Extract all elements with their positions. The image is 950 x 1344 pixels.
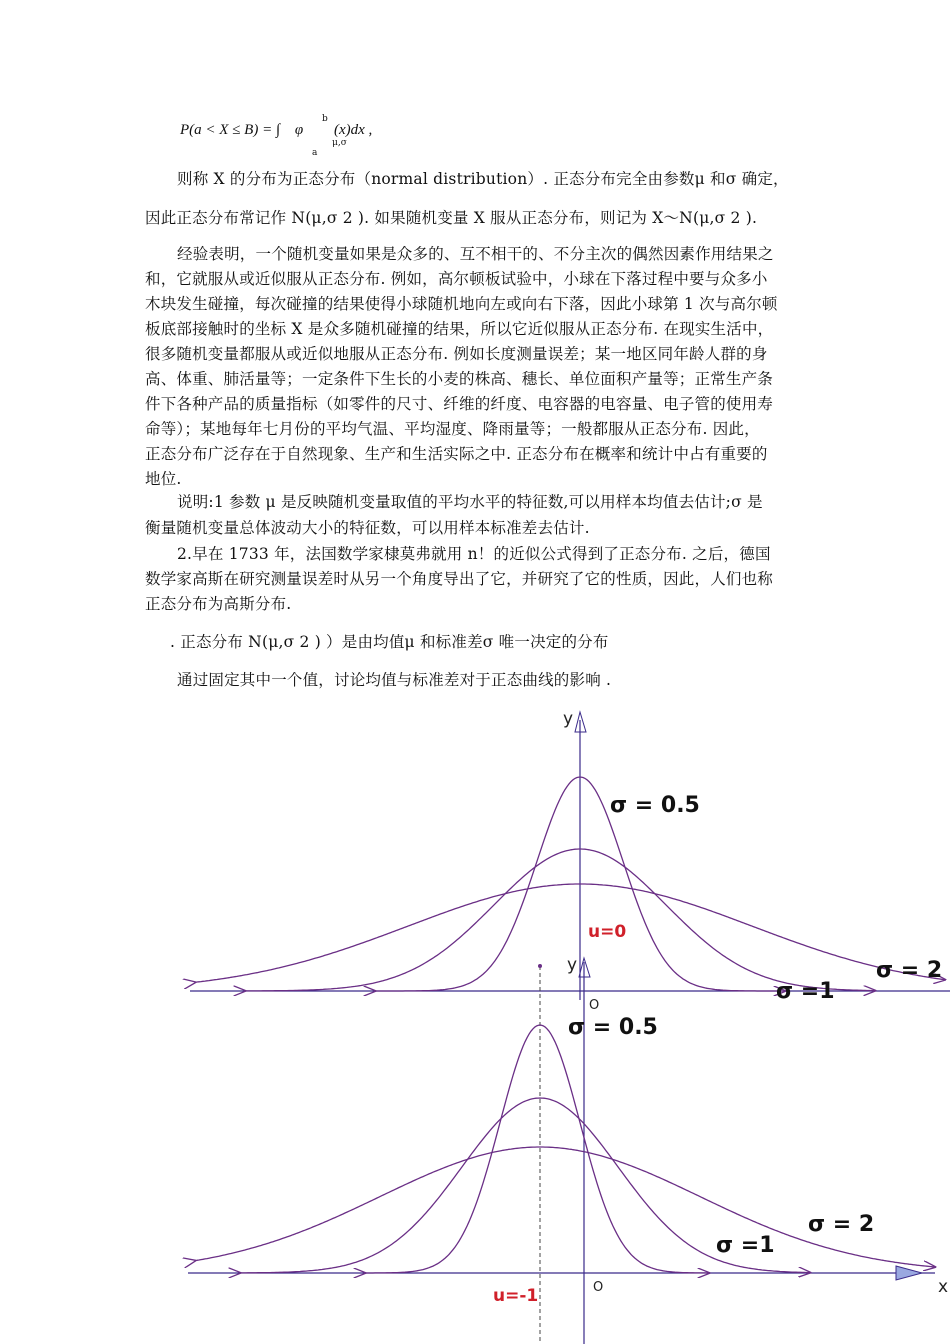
paragraph-line: 通过固定其中一个值，讨论均值与标准差对于正态曲线的影响 . <box>177 671 612 689</box>
normal-curve <box>195 1147 935 1267</box>
paragraph-line: 正态分布为高斯分布. <box>145 595 292 613</box>
top-mean-label: u=0 <box>588 922 627 942</box>
top-axis-y-label: y <box>563 709 574 729</box>
formula-upper-limit: b <box>322 114 328 124</box>
top-label-sigma-1: σ =1 <box>776 979 835 1004</box>
paragraph-line: 说明:1 参数 μ 是反映随机变量取值的平均水平的特征数,可以用样本均值去估计;σ 是 <box>177 493 763 511</box>
paragraph-line: 地位. <box>145 470 182 488</box>
formula-integrand-subscript: μ,σ <box>332 138 347 148</box>
paragraph-line: 正态分布广泛存在于自然现象、生产和生活实际之中. 正态分布在概率和统计中占有重要的 <box>145 445 768 463</box>
formula-lower-limit: a <box>312 148 318 158</box>
paragraph-line: 衡量随机变量总体波动大小的特征数，可以用样本标准差去估计. <box>145 519 590 537</box>
top-label-sigma-05: σ = 0.5 <box>610 793 700 818</box>
paragraph-line: 经验表明，一个随机变量如果是众多的、互不相干的、不分主次的偶然因素作用结果之 <box>177 245 774 263</box>
paragraph-line: . 正态分布 N(μ,σ 2 ) ）是由均值μ 和标准差σ 唯一决定的分布 <box>170 633 609 651</box>
paragraph-line: 件下各种产品的质量指标（如零件的尺寸、纤维的纤度、电容器的电容量、电子管的使用寿 <box>145 395 774 413</box>
bottom-label-sigma-05: σ = 0.5 <box>568 1015 658 1040</box>
paragraph-line: 命等）；某地每年七月份的平均气温、平均湿度、降雨量等；一般都服从正态分布. 因此， <box>145 420 760 438</box>
normal-curves-figure <box>0 700 950 1344</box>
formula-rest: (x)dx , <box>333 122 373 138</box>
bottom-mean-point <box>538 964 542 968</box>
bottom-x-arrow-icon <box>896 1266 922 1280</box>
bottom-mean-label: u=-1 <box>493 1286 539 1306</box>
bottom-label-sigma-2: σ = 2 <box>808 1212 875 1237</box>
normal-curve <box>365 1025 709 1273</box>
bottom-label-sigma-1: σ =1 <box>716 1233 775 1258</box>
paragraph-line: 因此正态分布常记作 N(μ,σ 2 ). 如果随机变量 X 服从正态分布，则记为 X～N(μ,σ 2 ). <box>145 209 758 227</box>
paragraph-line: 则称 X 的分布为正态分布（normal distribution）. 正态分布完全由参数μ 和σ 确定， <box>177 170 789 188</box>
formula-integrand: φ <box>294 122 304 138</box>
formula-lhs: P(a < X ≤ B) = ∫ <box>180 122 281 138</box>
paragraph-line: 2.早在 1733 年，法国数学家棣莫弗就用 n！的近似公式得到了正态分布. 之后，德国 <box>177 545 771 563</box>
top-label-sigma-2: σ = 2 <box>876 958 943 983</box>
integral-formula <box>180 114 373 158</box>
bottom-axis-x-label: x <box>938 1277 949 1297</box>
paragraph-line: 很多随机变量都服从或近似地服从正态分布. 例如长度测量误差；某一地区同年龄人群的身 <box>145 345 768 363</box>
normal-curve <box>245 849 875 991</box>
paragraph-line: 数学家高斯在研究测量误差时从另一个角度导出了它，并研究了它的性质，因此，人们也称 <box>145 570 774 588</box>
paragraph-line: 高、体重、肺活量等；一定条件下生长的小麦的株高、穗长、单位面积产量等；正常生产条 <box>145 370 774 388</box>
paragraph-line: 和，它就服从或近似服从正态分布. 例如，高尔顿板试验中，小球在下落过程中要与众多小 <box>145 270 768 288</box>
paragraph-line: 木块发生碰撞，每次碰撞的结果使得小球随机地向左或向右下落，因此小球第 1 次与高尔顿 <box>145 295 778 313</box>
paragraph-line: 板底部接触时的坐标 X 是众多随机碰撞的结果，所以它近似服从正态分布. 在现实生活中， <box>145 320 774 338</box>
bottom-axis-y-label: y <box>567 955 578 975</box>
bottom-origin-label: O <box>593 1280 604 1295</box>
top-origin-label: O <box>589 998 600 1013</box>
